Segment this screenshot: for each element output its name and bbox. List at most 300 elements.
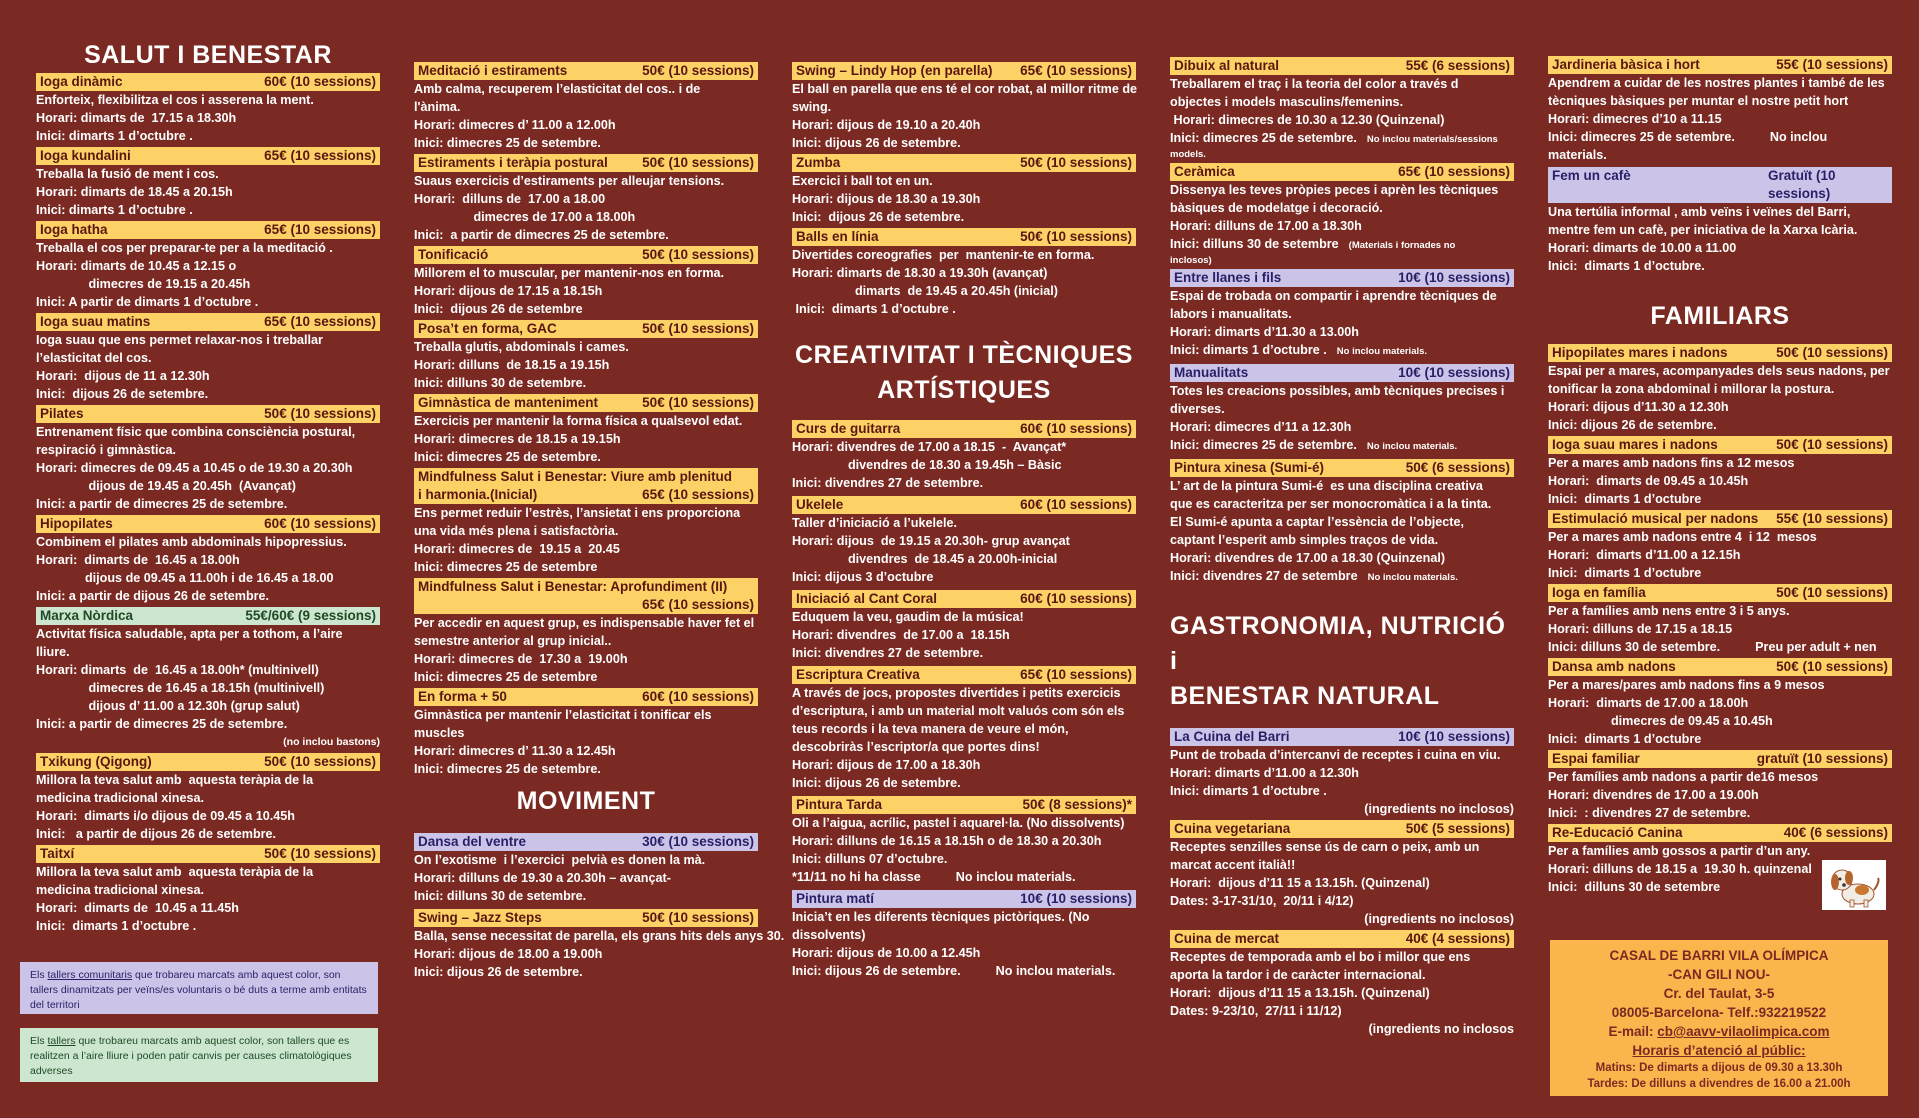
course-price: 50€ (10 sessions) — [264, 846, 376, 861]
course-header — [792, 890, 1136, 908]
course-detail-line: Divertides coreografies per mantenir-te en forma. — [792, 248, 1095, 262]
course-detail-line: Inici: dijous 26 de setembre — [414, 302, 583, 316]
course-header — [414, 688, 758, 706]
course-header — [1548, 344, 1892, 362]
course-price: 50€ (10 sessions) — [1020, 155, 1132, 170]
course-item — [414, 468, 758, 576]
course-name: Pintura matí — [796, 891, 875, 906]
course-name: Dansa amb nadons — [1552, 659, 1676, 674]
course-header — [36, 313, 380, 331]
course-header — [1548, 56, 1892, 74]
course-detail-line: Exercici i ball tot en un. — [792, 174, 933, 188]
course-header — [1548, 167, 1892, 203]
course-name: Re-Educació Canina — [1552, 825, 1683, 840]
course-detail-line: Inici: dilluns 07 d’octubre. — [792, 852, 948, 866]
course-price: 60€ (10 sessions) — [1020, 421, 1132, 436]
course-detail-line: semestre anterior al grup inicial.. — [414, 634, 612, 648]
course-detail-line: Inici: dimarts 1 d’octubre. — [1548, 259, 1705, 273]
course-detail-line: materials. — [1548, 148, 1607, 162]
course-detail-line: marcat accent italià!! — [1170, 858, 1296, 872]
course-price: 50€ (6 sessions) — [1405, 460, 1510, 475]
contact-box — [1550, 940, 1888, 1096]
course-detail-line: Inici: divendres 27 de setembre. — [792, 476, 984, 490]
course-detail-line: Balla, sense necessitat de parella, els grans hits dels anys 30. — [414, 929, 785, 943]
course-detail-line: Suaus exercicis d’estiraments per alleujar tensions. — [414, 174, 725, 188]
course-name: Iniciació al Cant Coral — [796, 591, 938, 606]
course-note: (ingredients no inclosos — [1368, 1022, 1514, 1036]
course-detail-line: Inici: dimecres 25 de setembre. No inclou materials. — [1170, 438, 1458, 452]
course-detail-line: Totes les creacions possibles, amb tècniques precises i — [1170, 384, 1505, 398]
course-detail-line: Activitat física saludable, apta per a tothom, a l’aire — [36, 627, 343, 641]
course-price: 50€ (10 sessions) — [642, 63, 754, 78]
course-header — [792, 154, 1136, 172]
course-item — [36, 753, 380, 843]
course-detail-line: lliure. — [36, 645, 70, 659]
course-detail-line: Horari: dimarts i/o dijous de 09.45 a 10.45h — [36, 809, 295, 823]
contact-hours-morning: Matins: De dimarts a dijous de 09.30 a 13.30h — [1595, 1062, 1843, 1074]
course-header — [414, 578, 758, 614]
course-detail-line: Inici: dilluns 30 de setembre. — [414, 889, 587, 903]
course-item — [36, 313, 380, 403]
course-price: 50€ (10 sessions) — [642, 321, 754, 336]
course-detail-line: dijous d’ 11.00 a 12.30h (grup salut) — [36, 699, 300, 713]
course-item — [792, 796, 1136, 886]
course-detail-line: Inici: dijous 26 de setembre. No inclou materials. — [792, 964, 1116, 978]
course-item — [36, 845, 380, 935]
course-header — [792, 496, 1136, 514]
course-detail-line: Inici: a partir de dimecres 25 de setembre. — [414, 228, 669, 242]
course-detail-line: Espai per a mares, acompanyades dels seus nadons, per — [1548, 364, 1890, 378]
course-detail-line: dimecres de 09.45 a 10.45h — [1548, 714, 1773, 728]
course-detail-line: Horari: dijous de 11 a 12.30h — [36, 369, 210, 383]
section-title-creativitat-line2: ARTÍSTIQUES — [877, 376, 1051, 404]
course-header — [1548, 510, 1892, 528]
course-detail-line: Horari: dimarts de 10.45 a 12.15 o — [36, 259, 237, 273]
course-name: Pintura xinesa (Sumi-é) — [1174, 460, 1325, 475]
course-name: Fem un cafè — [1552, 168, 1631, 183]
course-item — [414, 909, 785, 981]
course-detail-line: Horari: dimarts d’11.00 a 12.30h — [1170, 766, 1359, 780]
course-detail-line: divendres de 18.30 a 19.45h – Bàsic — [792, 458, 1062, 472]
course-detail-line: Inici: dimarts 1 d’octubre . — [1170, 784, 1327, 798]
course-price: 50€ (10 sessions) — [1776, 659, 1888, 674]
course-detail-line: Inici: a partir de dimecres 25 de setembre. — [36, 497, 288, 511]
course-detail-line: On l’exotisme i l’exercici pelvià es donen la mà. — [414, 853, 706, 867]
course-detail-line: Inici: dimecres 25 de setembre — [414, 670, 598, 684]
course-detail-line: respiració i gimnàstica. — [36, 443, 176, 457]
course-detail-line: Punt de trobada d’intercanvi de receptes i cuina en viu. — [1170, 748, 1501, 762]
course-detail-line: Receptes de temporada amb el bo i millor que ens — [1170, 950, 1471, 964]
course-header — [792, 420, 1136, 438]
course-name: Pintura Tarda — [796, 797, 883, 812]
course-detail-line: Horari: divendres de 17.00 a 18.30 (Quinzenal) — [1170, 551, 1446, 565]
course-price: 10€ (10 sessions) — [1020, 891, 1132, 906]
contact-email-link[interactable]: cb@aavv-vilaolimpica.com — [1657, 1024, 1830, 1039]
column-3 — [792, 0, 1136, 980]
course-detail-line: objectes i models masculins/femenins. — [1170, 95, 1404, 109]
course-header — [414, 394, 758, 412]
course-detail-line: Inici: dijous 26 de setembre. — [792, 136, 961, 150]
course-note: (ingredients no inclosos) — [1364, 802, 1514, 816]
course-detail-line: Inici: dilluns 30 de setembre (Materials i fornades no — [1170, 237, 1456, 251]
course-note: No inclou materials. — [1366, 441, 1458, 452]
course-detail-line: Taller d’iniciació a l’ukelele. — [792, 516, 957, 530]
course-detail-line: Horari: dijous de 10.00 a 12.45h — [792, 946, 981, 960]
course-list-creativitat — [792, 420, 1136, 980]
course-detail-line: dimecres de 17.00 a 18.00h — [414, 210, 636, 224]
course-detail-line: Horari: dijous de 18.30 a 19.30h — [792, 192, 981, 206]
course-detail-line: Horari: dimarts de 10.00 a 11.00 — [1548, 241, 1737, 255]
course-detail-line: Horari: dilluns de 17.00 a 18.30h — [1170, 219, 1362, 233]
course-item — [792, 496, 1136, 586]
course-item — [1170, 459, 1514, 587]
course-detail-line: Horari: dilluns de 19.30 a 20.30h – avançat- — [414, 871, 671, 885]
course-price: 50€ (10 sessions) — [642, 910, 754, 925]
course-header — [1170, 57, 1514, 75]
course-detail-line: Horari: dimarts de 16.45 a 18.00h* (multinivell) — [36, 663, 319, 677]
course-detail-line: Entrenament físic que combina consciència postural, — [36, 425, 356, 439]
course-price: 65€ (10 sessions) — [1398, 164, 1510, 179]
course-header — [414, 909, 758, 927]
course-detail-line: El Sumi-é apunta a captar l’essència de l’objecte, — [1170, 515, 1464, 529]
course-item — [414, 578, 758, 686]
course-price: 60€ (10 sessions) — [1020, 591, 1132, 606]
course-detail-line: divendres de 18.45 a 20.00h-inicial — [792, 552, 1058, 566]
course-name: Balls en línia — [796, 229, 879, 244]
course-detail-line: Inici: dimarts 1 d’octubre . — [36, 919, 197, 933]
course-name-cont: i harmonia.(Inicial) — [418, 487, 538, 502]
course-detail-line: Inici: dijous 26 de setembre. — [792, 210, 965, 224]
course-detail-line: Amb calma, recuperem l’elasticitat del cos.. i de — [414, 82, 701, 96]
dog-icon — [1822, 860, 1886, 910]
course-header — [414, 833, 758, 851]
course-price: 60€ (10 sessions) — [642, 689, 754, 704]
course-detail-line: A través de jocs, propostes divertides i petits exercicis — [792, 686, 1121, 700]
course-price: 10€ (10 sessions) — [1398, 365, 1510, 380]
course-price: Gratuït (10 sessions) — [1768, 168, 1836, 201]
course-detail-line: Horari: divendres de 17.00 a 18.15h — [792, 628, 1010, 642]
course-header — [414, 320, 758, 338]
course-detail-line: Exercicis per mantenir la forma física a qualsevol edat. — [414, 414, 743, 428]
course-list-salut — [36, 73, 380, 935]
course-name: Jardineria bàsica i hort — [1552, 57, 1700, 72]
course-name: Escriptura Creativa — [796, 667, 920, 682]
course-detail-line: Horari: divendres de 17.00 a 18.15 - Avançat* — [792, 440, 1067, 454]
course-header — [36, 845, 380, 863]
course-price: 65€ (10 sessions) — [642, 597, 754, 612]
course-name: Estimulació musical per nadons — [1552, 511, 1759, 526]
course-price: 50€ (10 sessions) — [1776, 437, 1888, 452]
course-item — [792, 420, 1136, 492]
section-title-moviment: MOVIMENT — [516, 787, 656, 815]
course-name: Espai familiar — [1552, 751, 1640, 766]
course-detail-line: Horari: dijous de 17.15 a 18.15h — [414, 284, 603, 298]
course-detail-line: El ball en parella que ens té el cor robat, al millor ritme de — [792, 82, 1138, 96]
course-name: Mindfulness Salut i Benestar: Viure amb plenitud — [418, 469, 733, 484]
course-item — [1548, 344, 1892, 434]
contact-subname: -CAN GILI NOU- — [1668, 967, 1770, 982]
course-detail-line: Receptes senzilles sense ús de carn o peix, amb un — [1170, 840, 1480, 854]
course-name: Ioga dinàmic — [40, 74, 123, 89]
course-header — [36, 405, 380, 423]
course-detail-line: Inici: dimecres 25 de setembre. — [414, 450, 601, 464]
legend-outdoor-term: tallers — [47, 1035, 76, 1047]
course-detail-line: Horari: dimecres de 09.45 a 10.45 o de 19.30 a 20.30h — [36, 461, 353, 475]
course-detail-line: Horari: dijous d’11 15 a 13.15h. (Quinzenal) — [1170, 876, 1430, 890]
course-item — [792, 228, 1136, 318]
course-price: 30€ (10 sessions) — [642, 834, 754, 849]
course-item — [36, 405, 380, 513]
course-header — [792, 590, 1136, 608]
course-name: Swing – Jazz Steps — [418, 910, 542, 925]
contact-name: CASAL DE BARRI VILA OLÍMPICA — [1609, 948, 1829, 963]
course-detail-line: Inici: dijous 3 d’octubre — [792, 570, 934, 584]
course-header — [1170, 269, 1514, 287]
course-list-5a — [1548, 56, 1892, 275]
course-detail-line: Horari: dimarts d’11.00 a 12.15h — [1548, 548, 1741, 562]
column-5 — [1548, 0, 1892, 896]
course-detail-line: Horari: dilluns de 16.15 a 18.15h o de 18.30 a 20.30h — [792, 834, 1102, 848]
course-detail-line: tonificar la zona abdominal i millorar la postura. — [1548, 382, 1835, 396]
course-name: Ioga en família — [1552, 585, 1646, 600]
course-detail-line: dijous de 09.45 a 11.00h i de 16.45 a 18.00 — [36, 571, 334, 585]
course-price: 65€ (10 sessions) — [264, 148, 376, 163]
course-detail-line: Inici: dimarts 1 d’octubre . — [792, 302, 956, 316]
course-header — [36, 515, 380, 533]
course-header — [792, 796, 1136, 814]
course-item — [414, 833, 758, 905]
course-detail-line: Horari: divendres de 17.00 a 19.00h — [1548, 788, 1759, 802]
column-2 — [414, 0, 785, 981]
course-price: 50€ (10 sessions) — [264, 754, 376, 769]
course-item — [1548, 584, 1892, 656]
course-detail-line: dimarts de 19.45 a 20.45h (inicial) — [792, 284, 1058, 298]
course-header — [1548, 824, 1892, 842]
course-detail-line: Horari: dimarts de 10.45 a 11.45h — [36, 901, 240, 915]
course-detail-line: Inici: a partir de dimecres 25 de setembre. — [36, 717, 288, 731]
course-name: Swing – Lindy Hop (en parella) — [796, 63, 993, 78]
course-name: Pilates — [40, 406, 84, 421]
column-4 — [1170, 0, 1514, 1038]
course-item — [1170, 728, 1514, 818]
course-detail-line: Treballa el cos per preparar-te per a la meditació . — [36, 241, 333, 255]
course-detail-line: dimecres de 16.45 a 18.15h (multinivell) — [36, 681, 325, 695]
course-item — [1170, 930, 1514, 1038]
section-title-gastronomia — [1170, 609, 1514, 714]
course-list-familiars — [1548, 344, 1892, 896]
course-price: 60€ (10 sessions) — [1020, 497, 1132, 512]
course-name: Posa’t en forma, GAC — [418, 321, 557, 336]
course-detail-line: mentre fem un cafè, per iniciativa de la Xarxa Icària. — [1548, 223, 1858, 237]
course-price: 55€ (10 sessions) — [1776, 57, 1888, 72]
course-detail-line: Eduquem la veu, gaudim de la música! — [792, 610, 1024, 624]
course-price: 50€ (10 sessions) — [1776, 585, 1888, 600]
course-list-4a — [1170, 57, 1514, 587]
course-item — [1548, 167, 1892, 275]
course-header — [1170, 930, 1514, 948]
course-detail-line: Inici: a partir de dijous 26 de setembre. — [36, 589, 270, 603]
course-price: 50€ (10 sessions) — [1020, 229, 1132, 244]
course-header — [1548, 584, 1892, 602]
course-detail-line: Inici: dijous 26 de setembre. — [414, 965, 583, 979]
course-detail-line: Dates: 9-23/10, 27/11 i 11/12) — [1170, 1004, 1342, 1018]
course-item — [792, 154, 1136, 226]
course-list-moviment — [414, 833, 785, 981]
course-header — [414, 468, 758, 504]
course-detail-line: Horari: dijous d’11 15 a 13.15h. (Quinzenal) — [1170, 986, 1430, 1000]
course-detail-line: Inici: dimarts 1 d’octubre — [1548, 566, 1702, 580]
course-detail-line: Horari: dimecres d’ 11.30 a 12.45h — [414, 744, 616, 758]
course-detail-line: Inici: dimecres 25 de setembre. — [414, 762, 601, 776]
course-price: 10€ (10 sessions) — [1398, 729, 1510, 744]
course-name: Ioga hatha — [40, 222, 108, 237]
course-header — [1548, 750, 1892, 768]
course-header — [792, 228, 1136, 246]
course-detail-line: Inici: dimecres 25 de setembre — [414, 560, 598, 574]
course-detail-line: *11/11 no hi ha classe No inclou materials. — [792, 870, 1076, 884]
course-price: 50€ (10 sessions) — [642, 247, 754, 262]
course-detail-line: Dates: 3-17-31/10, 20/11 i 4/12) — [1170, 894, 1354, 908]
course-detail-line: Millorem el to muscular, per mantenir-nos en forma. — [414, 266, 725, 280]
section-title-creativitat — [792, 338, 1136, 408]
course-item — [414, 62, 758, 152]
course-price: 65€ (10 sessions) — [264, 314, 376, 329]
course-price: 65€ (10 sessions) — [264, 222, 376, 237]
course-header — [1170, 364, 1514, 382]
course-item — [792, 666, 1136, 792]
course-detail-line: Oli a l’aigua, acrílic, pastel i aquarel·la. (No dissolvents) — [792, 816, 1125, 830]
course-header — [36, 221, 380, 239]
section-title-gastronomia-line2: BENESTAR NATURAL — [1170, 682, 1440, 710]
course-detail-line: Inici: dijous 26 de setembre. — [36, 387, 209, 401]
course-detail-line: Horari: dimarts de 17.00 a 18.00h — [1548, 696, 1749, 710]
course-item — [414, 320, 758, 392]
course-detail-line: muscles — [414, 726, 465, 740]
course-detail-line: Horari: dimecres d’10 a 11.15 — [1548, 112, 1722, 126]
course-item — [414, 688, 758, 778]
course-note: No inclou materials. — [1367, 572, 1458, 583]
course-item — [36, 221, 380, 311]
course-header — [36, 607, 380, 625]
course-detail-line: Horari: dimecres d’11 a 12.30h — [1170, 420, 1352, 434]
course-detail-line: Horari: dijous de 19.15 a 20.30h- grup avançat — [792, 534, 1070, 548]
section-title-gastronomia-line1: GASTRONOMIA, NUTRICIÓ i — [1170, 612, 1506, 675]
course-item — [1548, 510, 1892, 582]
course-name: Marxa Nòrdica — [40, 608, 134, 623]
course-name: Zumba — [796, 155, 841, 170]
course-note-line: inclosos) — [1170, 255, 1212, 266]
course-price: 55€/60€ (9 sessions) — [245, 608, 376, 623]
course-item — [36, 147, 380, 219]
course-item — [414, 394, 758, 466]
contact-address: Cr. del Taulat, 3-5 — [1663, 986, 1775, 1001]
course-detail-line: Millora la teva salut amb aquesta teràpia de la — [36, 865, 314, 879]
course-detail-line: l'ànima. — [414, 100, 461, 114]
course-detail-line: Horari: dijous de 17.00 a 18.30h — [792, 758, 981, 772]
course-price: 55€ (6 sessions) — [1405, 58, 1510, 73]
course-detail-line: Horari: dimecres d’ 11.00 a 12.00h — [414, 118, 616, 132]
course-detail-line: Horari: dimarts de 18.30 a 19.30h (avançat) — [792, 266, 1048, 280]
course-detail-line: Combinem el pilates amb abdominals hipopressius. — [36, 535, 347, 549]
course-item — [792, 590, 1136, 662]
course-detail-line: bàsiques de modelatge i decoració. — [1170, 201, 1383, 215]
course-detail-line: Horari: dimecres de 17.30 a 19.00h — [414, 652, 628, 666]
course-detail-line: Horari: dimarts de 18.45 a 20.15h — [36, 185, 233, 199]
course-detail-line: que es caracteritza per ser monocromàtica i a la tinta. — [1170, 497, 1492, 511]
course-detail-line: Per a mares amb nadons fins a 12 mesos — [1548, 456, 1795, 470]
course-note: No inclou materials. — [1336, 346, 1428, 357]
course-detail-line: Inici: divendres 27 de setembre No inclou materials. — [1170, 569, 1458, 583]
course-header — [1548, 658, 1892, 676]
course-detail-line: Inici: dilluns 30 de setembre. Preu per adult + nen — [1548, 640, 1877, 654]
course-name: En forma + 50 — [418, 689, 507, 704]
course-note: (ingredients no inclosos) — [1364, 912, 1514, 926]
course-header — [1548, 436, 1892, 454]
course-name: Tonificació — [418, 247, 489, 262]
course-header — [414, 62, 758, 80]
course-detail-line: Horari: dimarts de 17.15 a 18.30h — [36, 111, 237, 125]
course-detail-line: medicina tradicional xinesa. — [36, 883, 204, 897]
course-detail-line: swing. — [792, 100, 832, 114]
course-detail-line: una vida més plena i satisfactòria. — [414, 524, 619, 538]
course-detail-line: Horari: dijous de 18.00 a 19.00h — [414, 947, 603, 961]
course-detail-line: tècniques bàsiques per muntar el nostre petit hort — [1548, 94, 1849, 108]
course-header — [36, 73, 380, 91]
course-detail-line: dissolvents) — [792, 928, 866, 942]
course-price: 50€ (10 sessions) — [642, 395, 754, 410]
course-name: Cuina de mercat — [1174, 931, 1280, 946]
legend-community: Els tallers comunitaris que trobareu marcats amb aquest color, son tallers dinamitzats per veïns/es voluntaris o bé duts a terme amb entitats del territori — [20, 962, 378, 1014]
course-detail-line: Inici: A partir de dimarts 1 d’octubre . — [36, 295, 259, 309]
course-detail-line: Ens permet reduir l’estrès, l’ansietat i ens proporciona — [414, 506, 741, 520]
course-name: Dansa del ventre — [418, 834, 527, 849]
course-detail-line: captant l’esperit amb simples traços de vida. — [1170, 533, 1439, 547]
course-detail-line: Gimnàstica per mantenir l’elasticitat i tonificar els — [414, 708, 712, 722]
course-detail-line: Horari: dilluns de 18.15 a 19.30 h. quinzenal — [1548, 862, 1812, 876]
course-header — [414, 154, 758, 172]
course-name: Hipopilates — [40, 516, 113, 531]
course-item — [1170, 364, 1514, 456]
course-item — [1548, 436, 1892, 508]
course-price: 40€ (6 sessions) — [1783, 825, 1888, 840]
course-name: Meditació i estiraments — [418, 63, 568, 78]
course-list-3a — [792, 62, 1136, 318]
course-detail-line: dimecres de 19.15 a 20.45h — [36, 277, 251, 291]
course-header — [1170, 728, 1514, 746]
course-item — [36, 73, 380, 145]
course-detail-line: Una tertúlia informal , amb veïns i veïnes del Barri, — [1548, 205, 1851, 219]
course-price: gratuït (10 sessions) — [1756, 751, 1888, 766]
course-name: Dibuix al natural — [1174, 58, 1280, 73]
course-item — [1548, 658, 1892, 748]
course-item — [414, 246, 758, 318]
course-detail-line: Horari: dijous de 19.10 a 20.40h — [792, 118, 981, 132]
contact-city-phone: 08005-Barcelona- Telf.:932219522 — [1611, 1005, 1827, 1020]
course-detail-line: medicina tradicional xinesa. — [36, 791, 204, 805]
course-header — [792, 666, 1136, 684]
legend-outdoor: Els tallers que trobareu marcats amb aquest color, son tallers que es realitzen a l’aire lliure i poden patir canvis per causes climatològiques adverses — [20, 1028, 378, 1082]
course-price: 50€ (10 sessions) — [642, 155, 754, 170]
course-item — [36, 607, 380, 751]
course-detail-line: Treballa glutis, abdominals i cames. — [414, 340, 629, 354]
course-detail-line: Per a mares/pares amb nadons fins a 9 mesos — [1548, 678, 1825, 692]
course-detail-line: Treballa la fusió de ment i cos. — [36, 167, 219, 181]
course-detail-line: Inici: dilluns 30 de setembre. — [414, 376, 587, 390]
course-name: Hipopilates mares i nadons — [1552, 345, 1728, 360]
course-detail-line: Apendrem a cuidar de les nostres plantes i també de les — [1548, 76, 1885, 90]
section-title-salut-benestar: SALUT I BENESTAR — [84, 41, 332, 69]
course-detail-line: L’ art de la pintura Sumi-é es una disciplina creativa — [1170, 479, 1483, 493]
